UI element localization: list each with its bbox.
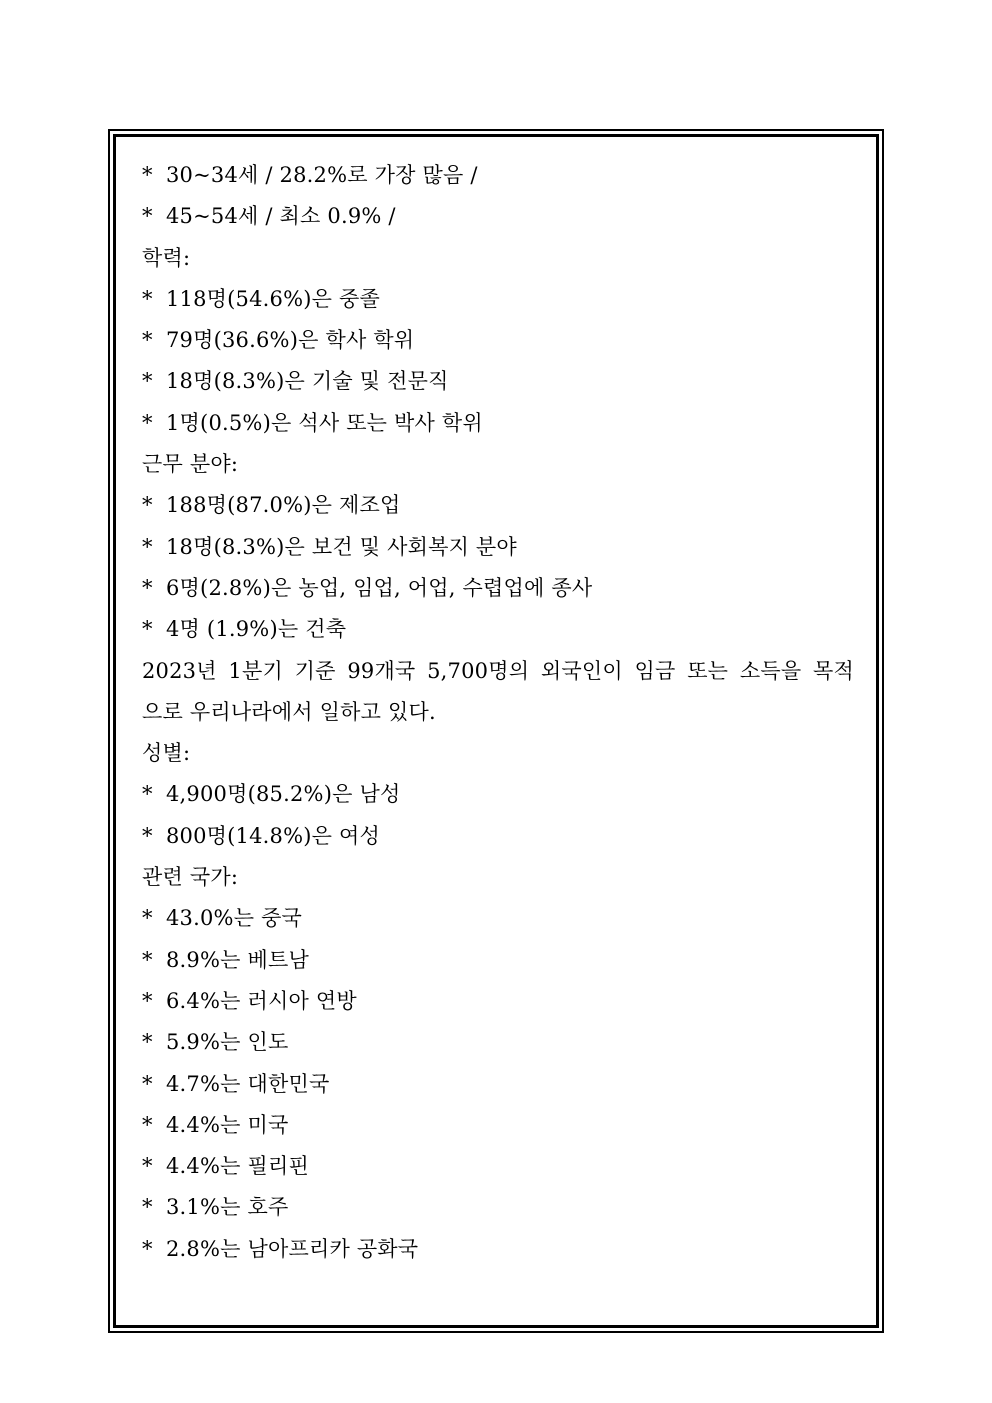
list-item [142, 1229, 854, 1270]
bullet-marker: * [142, 328, 153, 353]
list-item-text: 118명(54.6%)은 중졸 [166, 286, 380, 311]
list-item [142, 609, 854, 650]
bullet-marker: * [142, 947, 153, 972]
list-item-text: 4명 (1.9%)는 건축 [166, 617, 347, 642]
list-item-text: 3.1%는 호주 [166, 1195, 289, 1220]
list-item [142, 568, 854, 609]
bullet-marker: * [142, 1154, 153, 1179]
list-item [142, 898, 854, 939]
bullet-marker: * [142, 286, 153, 311]
list-item [142, 403, 854, 444]
list-item-text: 8.9%는 베트남 [166, 947, 309, 972]
bullet-marker: * [142, 1236, 153, 1261]
bullet-marker: * [142, 1071, 153, 1096]
section-heading-work-field: 근무 분야: [142, 452, 239, 477]
list-item [142, 816, 854, 857]
list-item [142, 485, 854, 526]
bullet-marker: * [142, 410, 153, 435]
list-item-text: 43.0%는 중국 [166, 906, 303, 931]
bullet-marker: * [142, 204, 153, 229]
list-item [142, 527, 854, 568]
summary-paragraph-line: 2023년 1분기 기준 99개국 5,700명의 외국인이 임금 또는 소득을 목적 [142, 658, 854, 683]
list-item [142, 361, 854, 402]
list-item-text: 2.8%는 남아프리카 공화국 [166, 1236, 419, 1261]
list-item-text: 6.4%는 러시아 연방 [166, 988, 357, 1013]
list-item-text: 4.4%는 필리핀 [166, 1154, 309, 1179]
section-heading-countries: 관련 국가: [142, 865, 239, 890]
bullet-marker: * [142, 369, 153, 394]
bullet-marker: * [142, 617, 153, 642]
list-item [142, 1105, 854, 1146]
list-item-text: 5.9%는 인도 [166, 1030, 289, 1055]
list-item-text: 30~34세 / 28.2%로 가장 많음 / [166, 163, 478, 187]
list-item [142, 155, 854, 196]
list-item [142, 1146, 854, 1187]
bullet-marker: * [142, 988, 153, 1013]
bullet-marker: * [142, 1030, 153, 1055]
bullet-marker: * [142, 906, 153, 931]
bullet-marker: * [142, 1195, 153, 1220]
bullet-marker: * [142, 493, 153, 518]
list-item-text: 79명(36.6%)은 학사 학위 [166, 328, 415, 353]
list-item [142, 1187, 854, 1228]
bullet-marker: * [142, 1112, 153, 1137]
list-item-text: 6명(2.8%)은 농업, 임업, 어업, 수렵업에 종사 [166, 575, 593, 600]
list-item [142, 1022, 854, 1063]
bullet-marker: * [142, 823, 153, 848]
list-item [142, 320, 854, 361]
list-item-text: 4,900명(85.2%)은 남성 [166, 782, 401, 807]
list-item [142, 1064, 854, 1105]
list-item-text: 18명(8.3%)은 보건 및 사회복지 분야 [166, 534, 517, 559]
list-item [142, 940, 854, 981]
list-item-text: 4.7%는 대한민국 [166, 1071, 330, 1096]
list-item [142, 196, 854, 237]
list-item [142, 279, 854, 320]
bullet-marker: * [142, 782, 153, 807]
bullet-marker: * [142, 575, 153, 600]
document-body [142, 155, 854, 1270]
list-item-text: 1명(0.5%)은 석사 또는 박사 학위 [166, 410, 483, 435]
section-heading-gender: 성별: [142, 741, 191, 766]
list-item-text: 18명(8.3%)은 기술 및 전문직 [166, 369, 449, 394]
bullet-marker: * [142, 534, 153, 559]
section-heading-education: 학력: [142, 245, 191, 270]
summary-paragraph-line: 으로 우리나라에서 일하고 있다. [142, 699, 436, 724]
list-item-text: 4.4%는 미국 [166, 1112, 289, 1137]
list-item [142, 981, 854, 1022]
list-item-text: 188명(87.0%)은 제조업 [166, 493, 401, 518]
list-item-text: 45~54세 / 최소 0.9% / [166, 204, 396, 229]
bullet-marker: * [142, 163, 153, 187]
list-item-text: 800명(14.8%)은 여성 [166, 823, 380, 848]
list-item [142, 774, 854, 815]
